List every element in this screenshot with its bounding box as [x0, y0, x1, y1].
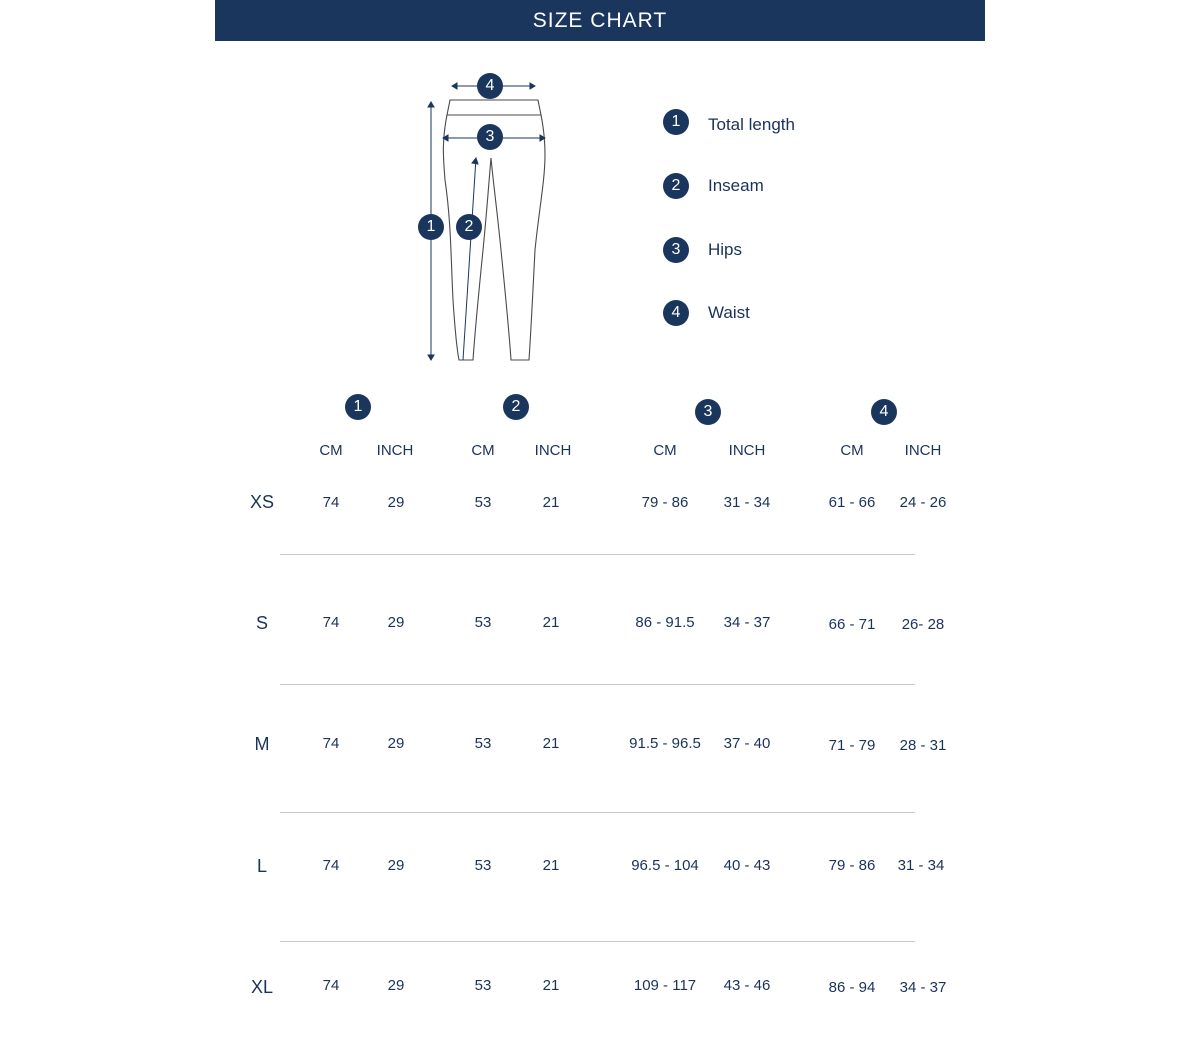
column-group-number: 1: [353, 398, 363, 415]
column-group-badge-1: [345, 394, 371, 420]
table-cell: 86 - 91.5: [635, 614, 695, 631]
hips-marker: [477, 124, 503, 150]
table-cell: 71 - 79: [828, 737, 876, 754]
legend-badge-3: [663, 237, 689, 263]
size-chart-header: [215, 0, 985, 41]
table-cell: 61 - 66: [828, 494, 876, 511]
table-cell: 29: [387, 977, 405, 994]
legend-badge-1: [663, 109, 689, 135]
table-cell: 74: [322, 977, 340, 994]
column-group-badge-2: [503, 394, 529, 420]
legend-badge-4: [663, 300, 689, 326]
table-cell: 29: [387, 735, 405, 752]
table-cell: 21: [542, 977, 560, 994]
table-cell: 31 - 34: [723, 494, 771, 511]
column-header-cm: CM: [840, 442, 864, 459]
waist-marker: [477, 73, 503, 99]
table-cell: 34 - 37: [899, 979, 947, 996]
inseam-marker-number: 2: [464, 218, 474, 235]
column-group-number: 4: [879, 403, 889, 420]
column-header-inch: INCH: [534, 442, 572, 459]
size-label: XS: [249, 492, 274, 512]
column-header-inch: INCH: [728, 442, 766, 459]
table-cell: 37 - 40: [723, 735, 771, 752]
hips-marker-number: 3: [485, 128, 495, 145]
row-divider: [280, 684, 915, 685]
table-cell: 26- 28: [901, 616, 945, 633]
column-group-badge-4: [871, 399, 897, 425]
column-group-number: 2: [511, 398, 521, 415]
table-cell: 86 - 94: [828, 979, 876, 996]
size-label: M: [254, 734, 270, 754]
table-cell: 74: [322, 735, 340, 752]
table-cell: 21: [542, 857, 560, 874]
table-cell: 29: [387, 614, 405, 631]
table-cell: 91.5 - 96.5: [629, 735, 701, 752]
legend-number: 1: [671, 113, 681, 130]
waist-marker-number: 4: [485, 77, 495, 94]
table-cell: 53: [474, 614, 492, 631]
table-cell: 96.5 - 104: [631, 857, 699, 874]
table-cell: 34 - 37: [723, 614, 771, 631]
table-cell: 29: [387, 494, 405, 511]
legend-label-inseam: Inseam: [708, 176, 764, 195]
legend-badge-2: [663, 173, 689, 199]
table-cell: 66 - 71: [828, 616, 876, 633]
table-cell: 74: [322, 494, 340, 511]
column-header-cm: CM: [319, 442, 343, 459]
row-divider: [280, 554, 915, 555]
page-title: SIZE CHART: [532, 8, 668, 32]
column-header-inch: INCH: [904, 442, 942, 459]
table-cell: 21: [542, 494, 560, 511]
table-cell: 79 - 86: [641, 494, 689, 511]
column-header-cm: CM: [653, 442, 677, 459]
legend-number: 4: [671, 304, 681, 321]
table-cell: 43 - 46: [723, 977, 771, 994]
size-label: L: [256, 856, 267, 876]
column-header-inch: INCH: [376, 442, 414, 459]
size-label: XL: [250, 977, 274, 997]
leggings-diagram: [405, 70, 575, 370]
table-cell: 31 - 34: [897, 857, 945, 874]
total-length-marker: [418, 214, 444, 240]
size-label: S: [255, 613, 268, 633]
table-cell: 24 - 26: [899, 494, 947, 511]
row-divider: [280, 812, 915, 813]
table-cell: 74: [322, 614, 340, 631]
table-cell: 21: [542, 735, 560, 752]
column-group-number: 3: [703, 403, 713, 420]
table-cell: 53: [474, 977, 492, 994]
table-cell: 53: [474, 735, 492, 752]
table-cell: 79 - 86: [828, 857, 876, 874]
inseam-marker: [456, 214, 482, 240]
legend-number: 3: [671, 241, 681, 258]
legend-label-total-length: Total length: [708, 115, 795, 134]
table-cell: 109 - 117: [633, 977, 697, 994]
column-group-badge-3: [695, 399, 721, 425]
legend-label-hips: Hips: [708, 240, 743, 259]
table-cell: 28 - 31: [899, 737, 947, 754]
row-divider: [280, 941, 915, 942]
column-header-cm: CM: [471, 442, 495, 459]
table-cell: 40 - 43: [723, 857, 771, 874]
table-cell: 29: [387, 857, 405, 874]
legend-number: 2: [671, 177, 681, 194]
legend-label-waist: Waist: [708, 303, 750, 322]
total-length-marker-number: 1: [426, 218, 436, 235]
table-cell: 53: [474, 857, 492, 874]
table-cell: 21: [542, 614, 560, 631]
table-cell: 53: [474, 494, 492, 511]
table-cell: 74: [322, 857, 340, 874]
